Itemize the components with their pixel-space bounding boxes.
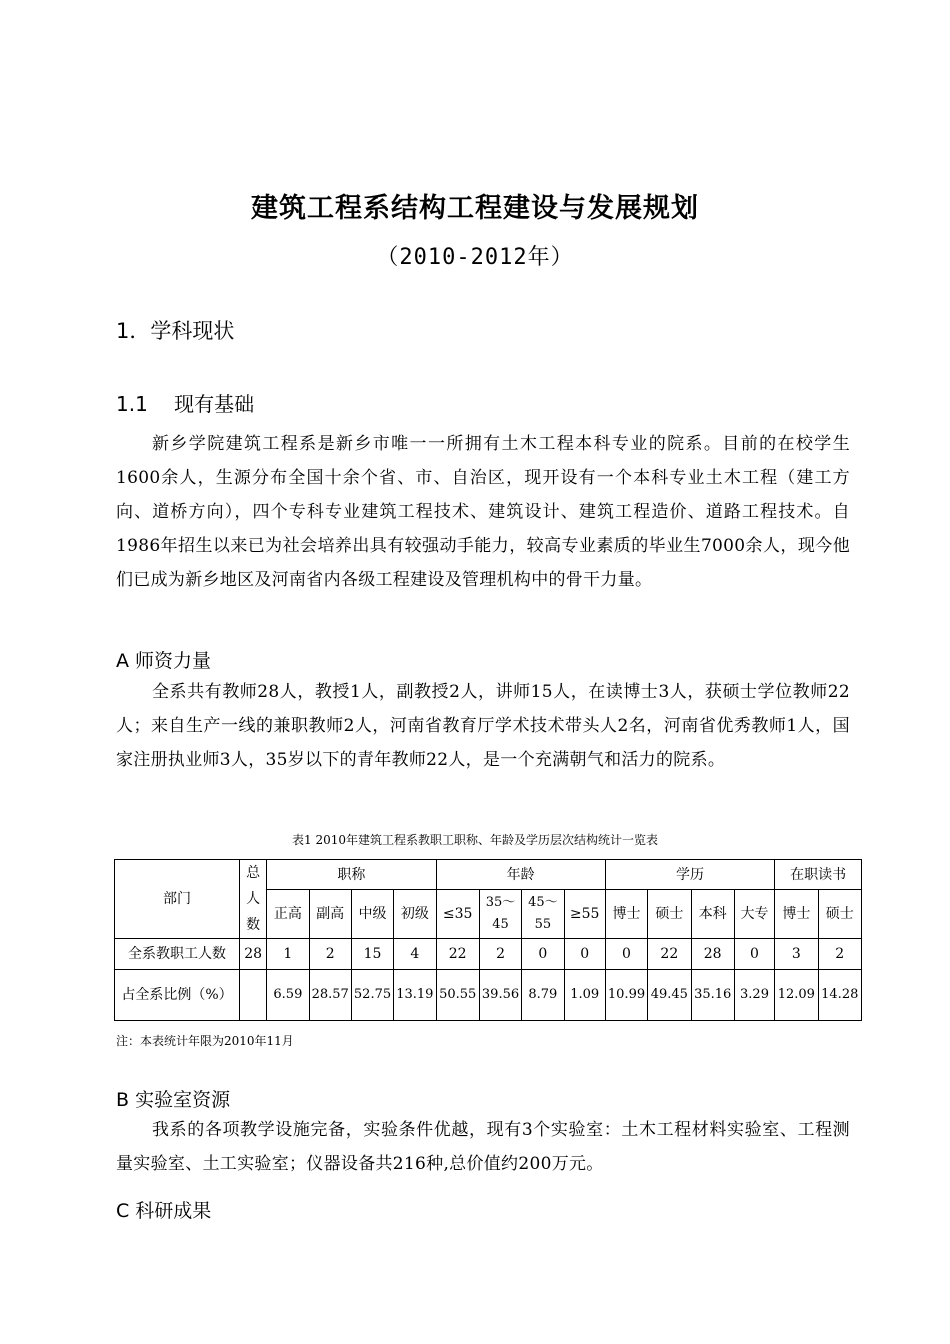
row-label: 占全系比例（%） [115, 970, 240, 1021]
table-row [115, 939, 862, 970]
table-caption: 表1 2010年建筑工程系教职工职称、年龄及学历层次结构统计一览表 [292, 833, 658, 847]
table-cell: 6.59 [267, 970, 309, 1021]
table-cell: 22 [648, 939, 691, 970]
table-note: 注：本表统计年限为2010年11月 [116, 1034, 294, 1048]
document-title: 建筑工程系结构工程建设与发展规划 [251, 193, 699, 224]
table-header-row [115, 860, 862, 890]
paragraph-foundation: 新乡学院建筑工程系是新乡市唯一一所拥有土木工程本科专业的院系。目前的在校学生1600余人，生源分布全国十余个省、市、自治区，现开设有一个本科专业土木工程（建工方向、道桥方向），四个专科专业建筑工程技术、建筑设计、建筑工程造价、道路工程技术。自1986年招生以来已为社会培养出具有较强动手能力，较高专业素质的毕业生7000余人，现今他们已成为新乡地区及河南省内各级工程建设及管理机构中的骨干力量。 [116, 434, 850, 590]
table-cell: 0 [734, 939, 774, 970]
table-cell: 28 [240, 939, 267, 970]
table-cell: 22 [436, 939, 479, 970]
subheader-cell: 副高 [309, 890, 351, 939]
table-cell: 2 [309, 939, 351, 970]
table-cell: 50.55 [436, 970, 479, 1021]
table-cell: 0 [605, 939, 647, 970]
subheader-cell: 中级 [351, 890, 393, 939]
table-cell: 1 [267, 939, 309, 970]
section-heading-1-1: 1.1 现有基础 [116, 392, 255, 416]
heading-lab-resources: B 实验室资源 [116, 1089, 231, 1111]
subheader-cell: 本科 [691, 890, 734, 939]
table-cell: 15 [351, 939, 393, 970]
table-cell: 12.09 [775, 970, 818, 1021]
table-cell: 2 [818, 939, 861, 970]
group-header-age: 年龄 [436, 860, 605, 890]
group-header-title: 职称 [267, 860, 436, 890]
group-header-education: 学历 [605, 860, 774, 890]
table-cell: 28.57 [309, 970, 351, 1021]
total-header: 总人数 [240, 860, 267, 939]
subheader-cell: ≤35 [436, 890, 479, 939]
paragraph-lab-resources: 我系的各项教学设施完备，实验条件优越，现有3个实验室：土木工程材料实验室、工程测量实验室、土工实验室；仪器设备共216种,总价值约200万元。 [116, 1120, 850, 1174]
subheader-cell: 硕士 [648, 890, 691, 939]
table-cell: 0 [564, 939, 605, 970]
section-heading-1: 1．学科现状 [116, 319, 235, 343]
subheader-cell: 初级 [394, 890, 436, 939]
table-cell: 52.75 [351, 970, 393, 1021]
subheader-cell: 硕士 [818, 890, 861, 939]
table-cell: 8.79 [522, 970, 564, 1021]
subheader-cell: 大专 [734, 890, 774, 939]
subheader-cell: ≥55 [564, 890, 605, 939]
table-cell [240, 970, 267, 1021]
subheader-cell: 正高 [267, 890, 309, 939]
subheader-cell: 35～45 [479, 890, 521, 939]
subheader-cell: 45～55 [522, 890, 564, 939]
row-label: 全系教职工人数 [115, 939, 240, 970]
staff-statistics-table [114, 859, 862, 1021]
table-cell: 28 [691, 939, 734, 970]
table-row [115, 970, 862, 1021]
table-cell: 10.99 [605, 970, 647, 1021]
heading-research: C 科研成果 [116, 1200, 212, 1222]
table-cell: 49.45 [648, 970, 691, 1021]
heading-faculty: A 师资力量 [116, 650, 212, 672]
subheader-cell: 博士 [605, 890, 647, 939]
subheader-cell: 博士 [775, 890, 818, 939]
table-cell: 35.16 [691, 970, 734, 1021]
paragraph-faculty: 全系共有教师28人，教授1人，副教授2人，讲师15人，在读博士3人，获硕士学位教师22人；来自生产一线的兼职教师2人，河南省教育厅学术技术带头人2名，河南省优秀教师1人，国家注册执业师3人，35岁以下的青年教师22人，是一个充满朝气和活力的院系。 [116, 682, 850, 770]
table-cell: 3.29 [734, 970, 774, 1021]
group-header-in-study: 在职读书 [775, 860, 862, 890]
table-cell: 14.28 [818, 970, 861, 1021]
table-cell: 1.09 [564, 970, 605, 1021]
dept-header: 部门 [115, 860, 240, 939]
document-subtitle: （2010-2012年） [376, 245, 574, 270]
table-cell: 2 [479, 939, 521, 970]
table-cell: 0 [522, 939, 564, 970]
table-cell: 39.56 [479, 970, 521, 1021]
table-cell: 13.19 [394, 970, 436, 1021]
table-cell: 3 [775, 939, 818, 970]
table-cell: 4 [394, 939, 436, 970]
